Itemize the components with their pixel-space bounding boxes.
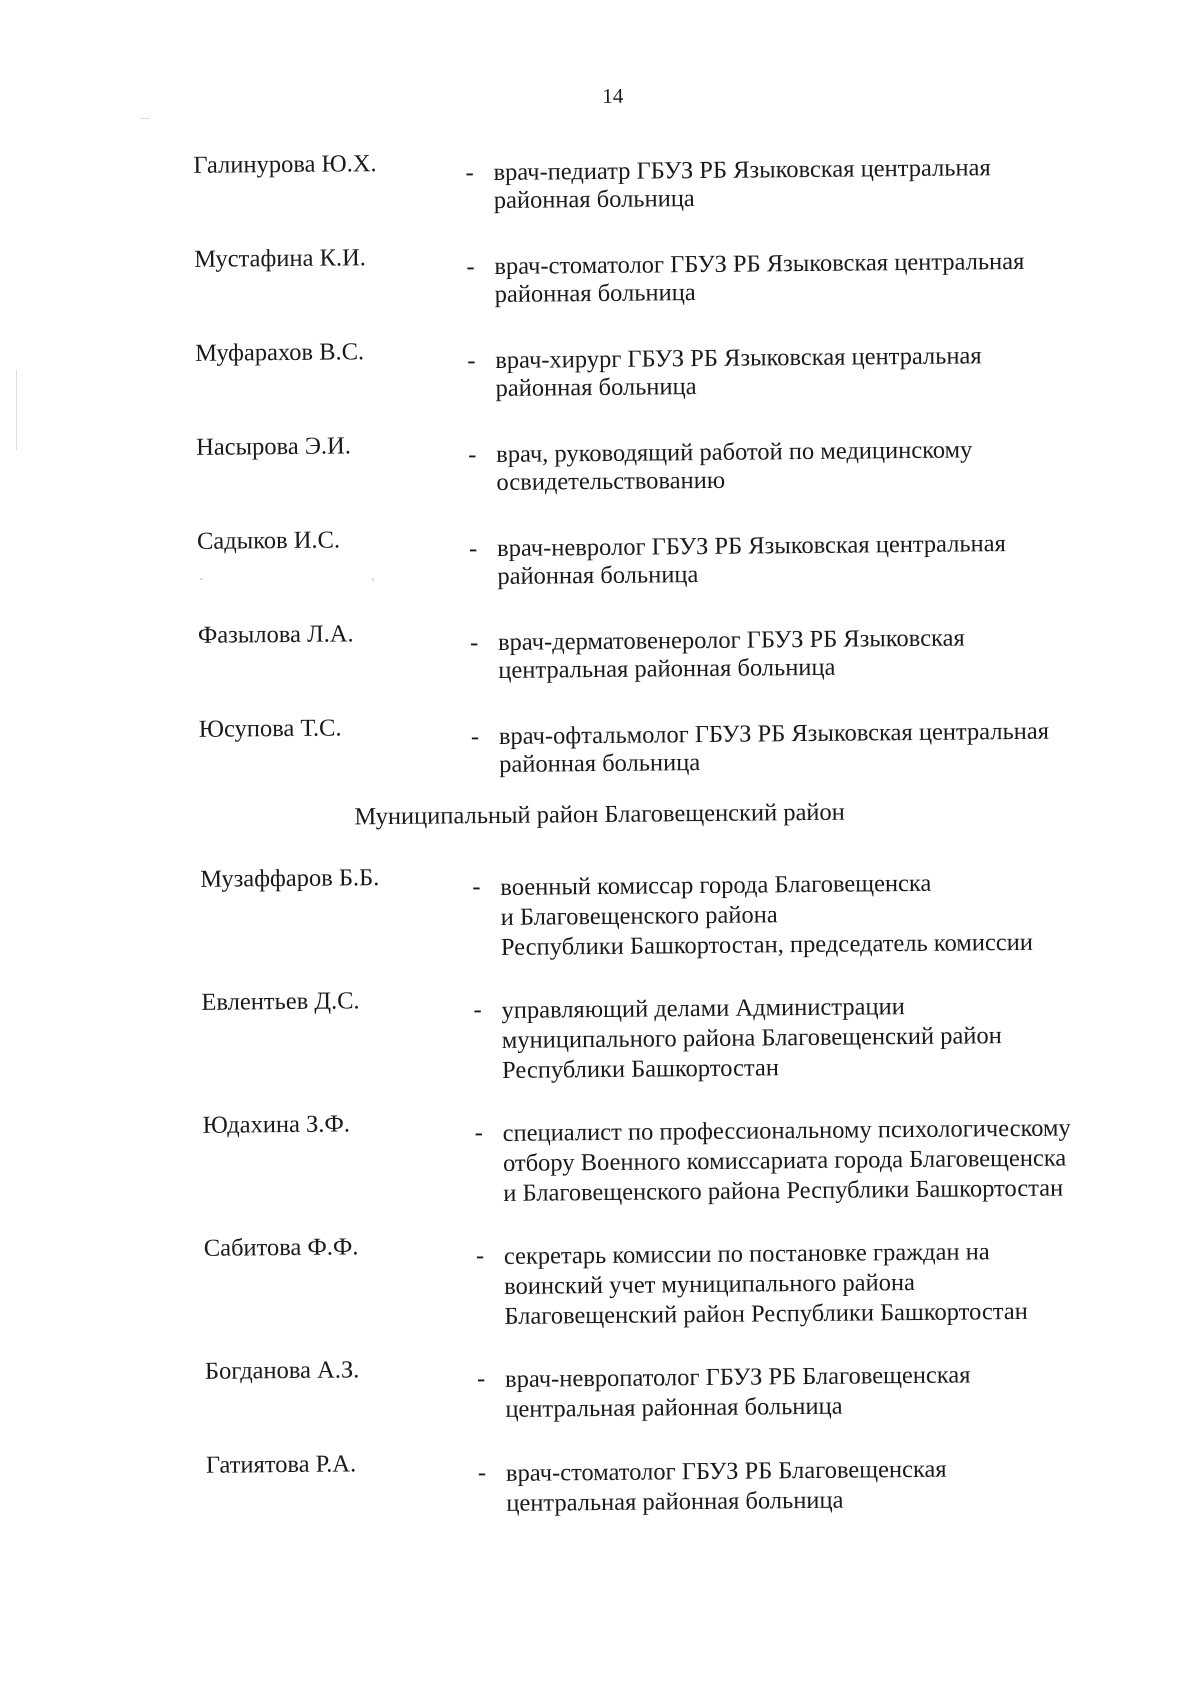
member-entry (0, 142, 1193, 214)
member-entry (0, 424, 1196, 496)
entry-dash: - (477, 1459, 487, 1487)
role-line: врач-офтальмолог ГБУЗ РБ Языковская центральная (498, 717, 1050, 750)
member-role (493, 153, 1134, 215)
role-line: Республики Башкортостан (501, 1054, 780, 1084)
entry-dash: - (465, 159, 474, 187)
role-line: врач-дерматовенеролог ГБУЗ РБ Языковская (497, 624, 965, 656)
role-line: районная больница (495, 373, 697, 402)
role-line: центральная районная больница (498, 653, 836, 684)
entry-dash: - (467, 347, 476, 375)
role-line: Благовещенский район Республики Башкортостан (504, 1297, 1028, 1330)
role-line: управляющий делами Администрации (501, 993, 905, 1024)
member-role (496, 435, 1137, 497)
member-entry (3, 1102, 1200, 1207)
member-name: Юсупова Т.С. (198, 714, 342, 743)
member-entry (0, 612, 1198, 684)
member-name: Сабитова Ф.Ф. (203, 1233, 359, 1262)
member-name: Юдахина З.Ф. (202, 1110, 351, 1139)
role-line: районная больница (497, 561, 699, 590)
role-line: врач-невролог ГБУЗ РБ Языковская центральная (496, 530, 1006, 562)
role-line: и Благовещенского района Республики Башкортостан (503, 1174, 1064, 1207)
member-name: Насырова Э.И. (195, 432, 352, 461)
member-entry (0, 706, 1199, 778)
entry-dash: - (469, 629, 479, 657)
member-entry (1, 979, 1200, 1084)
scan-artifact (16, 370, 17, 450)
role-line: Республики Башкортостан, председатель комиссии (500, 928, 1034, 961)
role-line: врач-стоматолог ГБУЗ РБ Благовещенская (505, 1455, 947, 1487)
role-line: специалист по профессиональному психологическому (502, 1114, 1071, 1147)
role-line: районная больница (494, 279, 696, 308)
member-entry (0, 236, 1194, 308)
member-name: Галинурова Ю.Х. (193, 150, 377, 179)
role-line: районная больница (493, 185, 695, 214)
member-role (497, 529, 1138, 591)
role-line: врач, руководящий работой по медицинскому (496, 436, 973, 468)
member-name: Муфарахов В.С. (195, 338, 365, 367)
member-role (494, 247, 1135, 309)
role-line: военный комиссар города Благовещенска (500, 869, 932, 901)
member-entry (0, 330, 1195, 402)
member-name: Садыков И.С. (196, 526, 341, 555)
member-name: Музаффаров Б.Б. (200, 864, 380, 893)
section-heading: Муниципальный район Благовещенский район (354, 798, 845, 831)
entry-dash: - (470, 723, 480, 751)
member-entry (4, 1225, 1200, 1330)
member-role (498, 623, 1139, 685)
entry-dash: - (472, 873, 481, 901)
entry-dash: - (475, 1242, 485, 1270)
member-entry (0, 518, 1197, 590)
page-number: 14 (602, 83, 624, 108)
role-line: врач-хирург ГБУЗ РБ Языковская центральная (495, 342, 982, 374)
member-name: Фазылова Л.А. (197, 620, 354, 649)
role-line: освидетельствованию (496, 466, 726, 496)
role-line: отбору Военного комиссариата города Благовещенска (502, 1144, 1067, 1177)
entry-dash: - (476, 1365, 486, 1393)
member-entry (6, 1442, 1200, 1517)
scan-artifact (140, 118, 150, 119)
member-role (501, 990, 1142, 1086)
member-name: Мустафина К.И. (194, 244, 366, 273)
member-role (503, 1113, 1144, 1209)
entry-dash: - (474, 1119, 484, 1147)
role-line: центральная районная больница (505, 1392, 843, 1423)
member-entry (0, 856, 1200, 961)
scan-artifact (372, 578, 374, 581)
entry-dash: - (468, 441, 477, 469)
member-role (500, 867, 1141, 963)
scan-artifact (200, 578, 203, 580)
role-line: муниципального района Благовещенский район (501, 1022, 1002, 1054)
member-entry (5, 1348, 1200, 1423)
role-line: врач-невропатолог ГБУЗ РБ Благовещенская (504, 1361, 971, 1393)
role-line: районная больница (499, 749, 701, 778)
member-name: Богданова А.З. (204, 1356, 360, 1385)
member-role (505, 1359, 1146, 1425)
role-line: врач-стоматолог ГБУЗ РБ Языковская центральная (494, 247, 1025, 280)
member-role (504, 1236, 1145, 1332)
member-name: Евлентьев Д.С. (201, 987, 360, 1016)
member-name: Гатиятова Р.А. (205, 1450, 357, 1479)
member-role (495, 341, 1136, 403)
entry-dash: - (466, 253, 475, 281)
role-line: и Благовещенского района (500, 901, 778, 931)
role-line: центральная районная больница (506, 1486, 844, 1517)
role-line: воинский учет муниципального района (504, 1268, 916, 1300)
role-line: врач-педиатр ГБУЗ РБ Языковская центральная (493, 154, 991, 186)
entry-dash: - (468, 535, 478, 563)
role-line: секретарь комиссии по постановке граждан на (503, 1238, 990, 1270)
member-role (506, 1453, 1147, 1519)
entry-dash: - (473, 996, 482, 1024)
member-role (499, 717, 1140, 779)
